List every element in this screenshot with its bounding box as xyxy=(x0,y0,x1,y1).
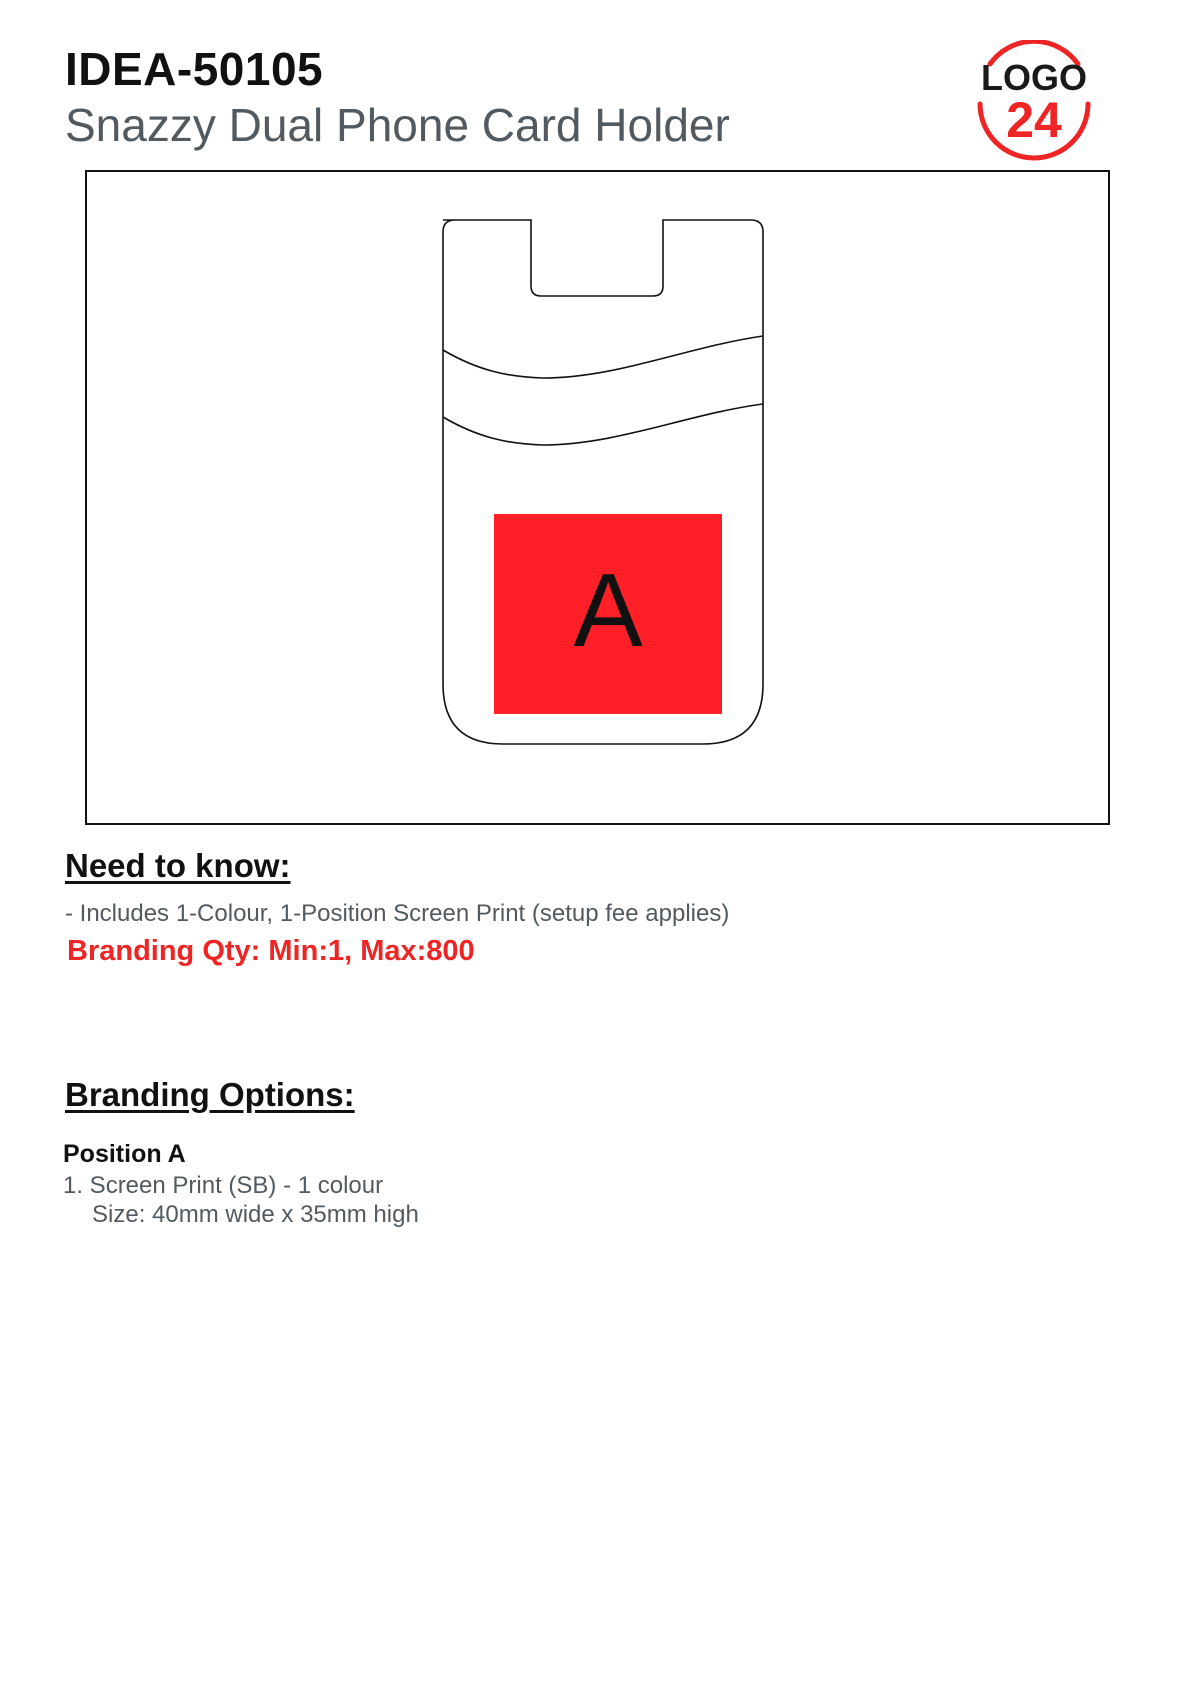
position-a-method: 1. Screen Print (SB) - 1 colour xyxy=(63,1172,384,1199)
logo-text-top: LOGO xyxy=(981,57,1087,98)
card-holder-diagram xyxy=(87,172,1107,822)
product-name: Snazzy Dual Phone Card Holder xyxy=(65,99,730,151)
logo-text-bottom: 24 xyxy=(1006,92,1062,148)
position-a-title: Position A xyxy=(63,1140,186,1168)
branding-options-heading: Branding Options: xyxy=(65,1076,355,1113)
branding-qty: Branding Qty: Min:1, Max:800 xyxy=(67,935,475,967)
setup-note: - Includes 1-Colour, 1-Position Screen Print (setup fee applies) xyxy=(65,900,730,927)
logo24-logo xyxy=(972,40,1096,164)
position-a-size: Size: 40mm wide x 35mm high xyxy=(92,1201,419,1228)
need-to-know-heading: Need to know: xyxy=(65,847,291,884)
product-code: IDEA-50105 xyxy=(65,43,324,95)
product-diagram-frame xyxy=(85,170,1110,825)
print-area-label: A xyxy=(573,553,643,669)
